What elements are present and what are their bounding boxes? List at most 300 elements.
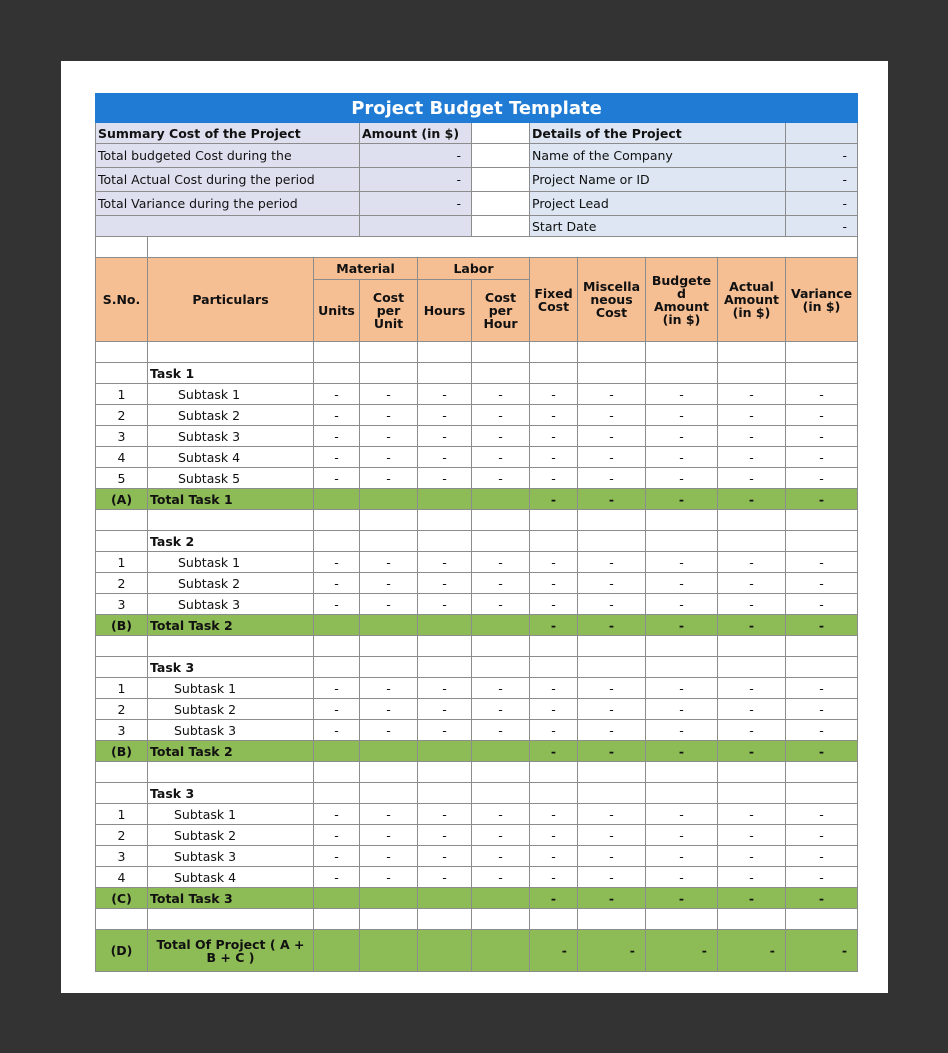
subtask-name: Subtask 3 (148, 720, 314, 741)
details-value: - (786, 168, 858, 192)
total-value: - (718, 741, 786, 762)
empty-cell (472, 489, 530, 510)
row-number: 3 (96, 594, 148, 615)
details-label: Name of the Company (530, 144, 786, 168)
dash-value: - (418, 447, 472, 468)
dash-value: - (718, 573, 786, 594)
dash-value: - (646, 405, 718, 426)
empty-cell (530, 531, 578, 552)
dash-value: - (786, 447, 858, 468)
dash-value: - (646, 573, 718, 594)
dash-value: - (314, 825, 360, 846)
col-header-cost-per-unit: Cost per Unit (360, 280, 418, 342)
dash-value: - (360, 867, 418, 888)
summary-label: Total budgeted Cost during the (96, 144, 360, 168)
empty-cell (418, 930, 472, 972)
col-header-units: Units (314, 280, 360, 342)
subtask-row (96, 405, 858, 426)
total-label: Total Task 2 (148, 615, 314, 636)
empty-cell (360, 510, 418, 531)
task-title: Task 3 (148, 783, 314, 804)
dash-value: - (360, 699, 418, 720)
empty-cell (472, 510, 530, 531)
dash-value: - (314, 867, 360, 888)
dash-value: - (360, 825, 418, 846)
dash-value: - (530, 678, 578, 699)
dash-value: - (314, 426, 360, 447)
total-value: - (578, 615, 646, 636)
total-label: Total Task 2 (148, 741, 314, 762)
total-value: - (786, 888, 858, 909)
total-label: Total Task 1 (148, 489, 314, 510)
empty-cell (718, 783, 786, 804)
task-total-row (96, 741, 858, 762)
details-value: - (786, 216, 858, 237)
empty-cell (578, 909, 646, 930)
dash-value: - (786, 384, 858, 405)
empty-cell (786, 510, 858, 531)
dash-value: - (314, 846, 360, 867)
total-code: (B) (96, 741, 148, 762)
row-number: 4 (96, 447, 148, 468)
empty-cell (646, 909, 718, 930)
summary-header-amount: Amount (in $) (360, 123, 472, 144)
dash-value: - (646, 426, 718, 447)
total-value: - (718, 888, 786, 909)
col-header-hours: Hours (418, 280, 472, 342)
total-value: - (786, 615, 858, 636)
total-value: - (646, 615, 718, 636)
empty-cell (718, 510, 786, 531)
task-total-row (96, 489, 858, 510)
col-header-cost-per-hour: Cost per Hour (472, 280, 530, 342)
dash-value: - (530, 699, 578, 720)
dash-value: - (530, 552, 578, 573)
empty-cell (786, 531, 858, 552)
empty-cell (578, 783, 646, 804)
total-value: - (646, 741, 718, 762)
task-title-row (96, 783, 858, 804)
empty-cell (718, 342, 786, 363)
dash-value: - (786, 804, 858, 825)
empty-cell (472, 909, 530, 930)
dash-value: - (530, 468, 578, 489)
empty-cell (578, 363, 646, 384)
dash-value: - (718, 552, 786, 573)
subtask-row (96, 699, 858, 720)
row-number: 1 (96, 804, 148, 825)
dash-value: - (786, 720, 858, 741)
dash-value: - (718, 846, 786, 867)
empty-cell (718, 363, 786, 384)
dash-value: - (578, 426, 646, 447)
row-number: 1 (96, 678, 148, 699)
subtask-name: Subtask 2 (148, 699, 314, 720)
empty-cell (148, 636, 314, 657)
empty-cell (418, 741, 472, 762)
empty-cell (472, 342, 530, 363)
empty-cell (718, 636, 786, 657)
subtask-name: Subtask 1 (148, 384, 314, 405)
dash-value: - (578, 384, 646, 405)
empty-cell (314, 741, 360, 762)
dash-value: - (786, 678, 858, 699)
row-number: 4 (96, 867, 148, 888)
dash-value: - (314, 468, 360, 489)
empty-cell (418, 363, 472, 384)
empty-cell (418, 510, 472, 531)
dash-value: - (360, 594, 418, 615)
details-label: Start Date (530, 216, 786, 237)
dash-value: - (646, 447, 718, 468)
subtask-row (96, 867, 858, 888)
dash-value: - (472, 468, 530, 489)
subtask-name: Subtask 2 (148, 825, 314, 846)
summary-header-label: Summary Cost of the Project (96, 123, 360, 144)
empty-cell (148, 342, 314, 363)
subtask-name: Subtask 3 (148, 594, 314, 615)
empty-cell (96, 531, 148, 552)
dash-value: - (360, 384, 418, 405)
dash-value: - (418, 594, 472, 615)
empty-cell (314, 510, 360, 531)
project-budget-table (95, 93, 858, 972)
subtask-name: Subtask 3 (148, 846, 314, 867)
row-number: 2 (96, 699, 148, 720)
empty-cell (646, 762, 718, 783)
empty-cell (718, 657, 786, 678)
empty-cell (96, 636, 148, 657)
empty-cell (148, 762, 314, 783)
dash-value: - (578, 468, 646, 489)
summary-empty (96, 216, 360, 237)
col-header-labor: Labor (418, 258, 530, 280)
empty-cell (786, 783, 858, 804)
details-header: Details of the Project (530, 123, 786, 144)
dash-value: - (472, 594, 530, 615)
empty-cell (418, 909, 472, 930)
subtask-name: Subtask 1 (148, 678, 314, 699)
subtask-name: Subtask 2 (148, 405, 314, 426)
row-number: 3 (96, 426, 148, 447)
dash-value: - (530, 384, 578, 405)
subtask-name: Subtask 5 (148, 468, 314, 489)
dash-value: - (472, 552, 530, 573)
grand-total-label: Total Of Project ( A + B + C ) (148, 930, 314, 972)
dash-value: - (472, 405, 530, 426)
total-code: (B) (96, 615, 148, 636)
empty-cell (360, 615, 418, 636)
dash-value: - (418, 573, 472, 594)
empty-cell (786, 342, 858, 363)
spacer-cell (472, 168, 530, 192)
total-value: - (786, 489, 858, 510)
dash-value: - (718, 720, 786, 741)
dash-value: - (786, 405, 858, 426)
empty-cell (418, 531, 472, 552)
dash-value: - (314, 573, 360, 594)
empty-cell (530, 363, 578, 384)
dash-value: - (786, 426, 858, 447)
blank-row (96, 342, 858, 363)
empty-cell (786, 636, 858, 657)
empty-cell (578, 342, 646, 363)
col-header-material: Material (314, 258, 418, 280)
subtask-name: Subtask 1 (148, 552, 314, 573)
dash-value: - (472, 384, 530, 405)
summary-value: - (360, 192, 472, 216)
empty-cell (96, 909, 148, 930)
summary-empty (360, 216, 472, 237)
empty-cell (314, 762, 360, 783)
empty-cell (360, 657, 418, 678)
dash-value: - (578, 405, 646, 426)
empty-cell (314, 363, 360, 384)
total-value: - (646, 489, 718, 510)
empty-cell (718, 531, 786, 552)
dash-value: - (646, 720, 718, 741)
dash-value: - (646, 825, 718, 846)
dash-value: - (418, 468, 472, 489)
dash-value: - (360, 468, 418, 489)
empty-cell (718, 762, 786, 783)
dash-value: - (646, 468, 718, 489)
dash-value: - (360, 552, 418, 573)
dash-value: - (718, 867, 786, 888)
row-number: 2 (96, 825, 148, 846)
dash-value: - (314, 384, 360, 405)
dash-value: - (530, 867, 578, 888)
task-title: Task 2 (148, 531, 314, 552)
total-value: - (530, 888, 578, 909)
dash-value: - (418, 426, 472, 447)
dash-value: - (718, 825, 786, 846)
empty-cell (418, 636, 472, 657)
empty-cell (360, 888, 418, 909)
details-label: Project Lead (530, 192, 786, 216)
empty-cell (718, 909, 786, 930)
empty-cell (530, 783, 578, 804)
empty-cell (360, 531, 418, 552)
dash-value: - (472, 678, 530, 699)
dash-value: - (418, 867, 472, 888)
empty-cell (314, 489, 360, 510)
page-title: Project Budget Template (96, 94, 858, 123)
total-value: - (646, 888, 718, 909)
dash-value: - (360, 678, 418, 699)
summary-label: Total Variance during the period (96, 192, 360, 216)
subtask-name: Subtask 3 (148, 426, 314, 447)
dash-value: - (530, 573, 578, 594)
total-value: - (578, 888, 646, 909)
dash-value: - (786, 867, 858, 888)
dash-value: - (718, 699, 786, 720)
empty-cell (472, 636, 530, 657)
empty-cell (530, 657, 578, 678)
spacer-cell (472, 144, 530, 168)
dash-value: - (418, 552, 472, 573)
empty-cell (472, 615, 530, 636)
dash-value: - (418, 846, 472, 867)
dash-value: - (578, 699, 646, 720)
dash-value: - (360, 804, 418, 825)
empty-cell (530, 636, 578, 657)
dash-value: - (530, 846, 578, 867)
empty-cell (96, 510, 148, 531)
dash-value: - (646, 846, 718, 867)
task-title: Task 1 (148, 363, 314, 384)
task-total-row (96, 888, 858, 909)
empty-cell (646, 531, 718, 552)
dash-value: - (314, 552, 360, 573)
subtask-name: Subtask 4 (148, 867, 314, 888)
dash-value: - (530, 804, 578, 825)
empty-cell (578, 657, 646, 678)
dash-value: - (314, 720, 360, 741)
dash-value: - (530, 426, 578, 447)
empty-cell (646, 342, 718, 363)
dash-value: - (578, 720, 646, 741)
empty-cell (472, 930, 530, 972)
dash-value: - (786, 699, 858, 720)
subtask-name: Subtask 1 (148, 804, 314, 825)
dash-value: - (530, 825, 578, 846)
spacer-cell (148, 237, 858, 258)
dash-value: - (578, 447, 646, 468)
dash-value: - (646, 699, 718, 720)
empty-cell (472, 762, 530, 783)
dash-value: - (360, 573, 418, 594)
empty-cell (360, 489, 418, 510)
grand-total-value: - (718, 930, 786, 972)
empty-cell (646, 657, 718, 678)
subtask-row (96, 846, 858, 867)
dash-value: - (718, 384, 786, 405)
dash-value: - (530, 405, 578, 426)
empty-cell (578, 531, 646, 552)
empty-cell (578, 510, 646, 531)
empty-cell (148, 909, 314, 930)
empty-cell (472, 741, 530, 762)
dash-value: - (718, 804, 786, 825)
dash-value: - (578, 804, 646, 825)
empty-cell (786, 363, 858, 384)
dash-value: - (646, 678, 718, 699)
subtask-row (96, 678, 858, 699)
dash-value: - (472, 804, 530, 825)
spacer-cell (472, 123, 530, 144)
dash-value: - (360, 447, 418, 468)
dash-value: - (314, 678, 360, 699)
dash-value: - (360, 426, 418, 447)
col-header-variance: Variance (in $) (786, 258, 858, 342)
dash-value: - (578, 867, 646, 888)
subtask-row (96, 468, 858, 489)
grand-total-value: - (578, 930, 646, 972)
row-number: 5 (96, 468, 148, 489)
empty-cell (472, 531, 530, 552)
empty-cell (578, 636, 646, 657)
dash-value: - (472, 720, 530, 741)
dash-value: - (646, 867, 718, 888)
task-title-row (96, 531, 858, 552)
empty-cell (360, 909, 418, 930)
dash-value: - (786, 552, 858, 573)
empty-cell (360, 342, 418, 363)
dash-value: - (578, 825, 646, 846)
empty-cell (96, 762, 148, 783)
dash-value: - (786, 468, 858, 489)
empty-cell (786, 909, 858, 930)
dash-value: - (646, 384, 718, 405)
details-header-value (786, 123, 858, 144)
dash-value: - (314, 804, 360, 825)
col-header-sno: S.No. (96, 258, 148, 342)
empty-cell (418, 783, 472, 804)
dash-value: - (314, 594, 360, 615)
dash-value: - (360, 405, 418, 426)
summary-value: - (360, 168, 472, 192)
dash-value: - (360, 720, 418, 741)
empty-cell (418, 489, 472, 510)
grand-total-value: - (786, 930, 858, 972)
dash-value: - (578, 846, 646, 867)
subtask-row (96, 447, 858, 468)
empty-cell (314, 930, 360, 972)
empty-cell (96, 363, 148, 384)
subtask-row (96, 720, 858, 741)
dash-value: - (718, 468, 786, 489)
dash-value: - (786, 594, 858, 615)
dash-value: - (418, 804, 472, 825)
dash-value: - (530, 720, 578, 741)
dash-value: - (530, 447, 578, 468)
empty-cell (96, 342, 148, 363)
empty-cell (314, 909, 360, 930)
empty-cell (578, 762, 646, 783)
blank-row (96, 762, 858, 783)
subtask-name: Subtask 4 (148, 447, 314, 468)
subtask-name: Subtask 2 (148, 573, 314, 594)
empty-cell (360, 762, 418, 783)
task-title-row (96, 363, 858, 384)
task-title: Task 3 (148, 657, 314, 678)
dash-value: - (718, 594, 786, 615)
empty-cell (530, 762, 578, 783)
total-value: - (578, 489, 646, 510)
empty-cell (418, 615, 472, 636)
empty-cell (530, 909, 578, 930)
dash-value: - (472, 825, 530, 846)
dash-value: - (472, 846, 530, 867)
dash-value: - (472, 426, 530, 447)
row-number: 2 (96, 573, 148, 594)
dash-value: - (360, 846, 418, 867)
grand-total-value: - (530, 930, 578, 972)
dash-value: - (646, 552, 718, 573)
total-value: - (718, 615, 786, 636)
empty-cell (646, 363, 718, 384)
task-total-row (96, 615, 858, 636)
total-code: (C) (96, 888, 148, 909)
summary-label: Total Actual Cost during the period (96, 168, 360, 192)
details-value: - (786, 192, 858, 216)
details-value: - (786, 144, 858, 168)
dash-value: - (418, 699, 472, 720)
empty-cell (418, 657, 472, 678)
grand-total-value: - (646, 930, 718, 972)
empty-cell (314, 783, 360, 804)
